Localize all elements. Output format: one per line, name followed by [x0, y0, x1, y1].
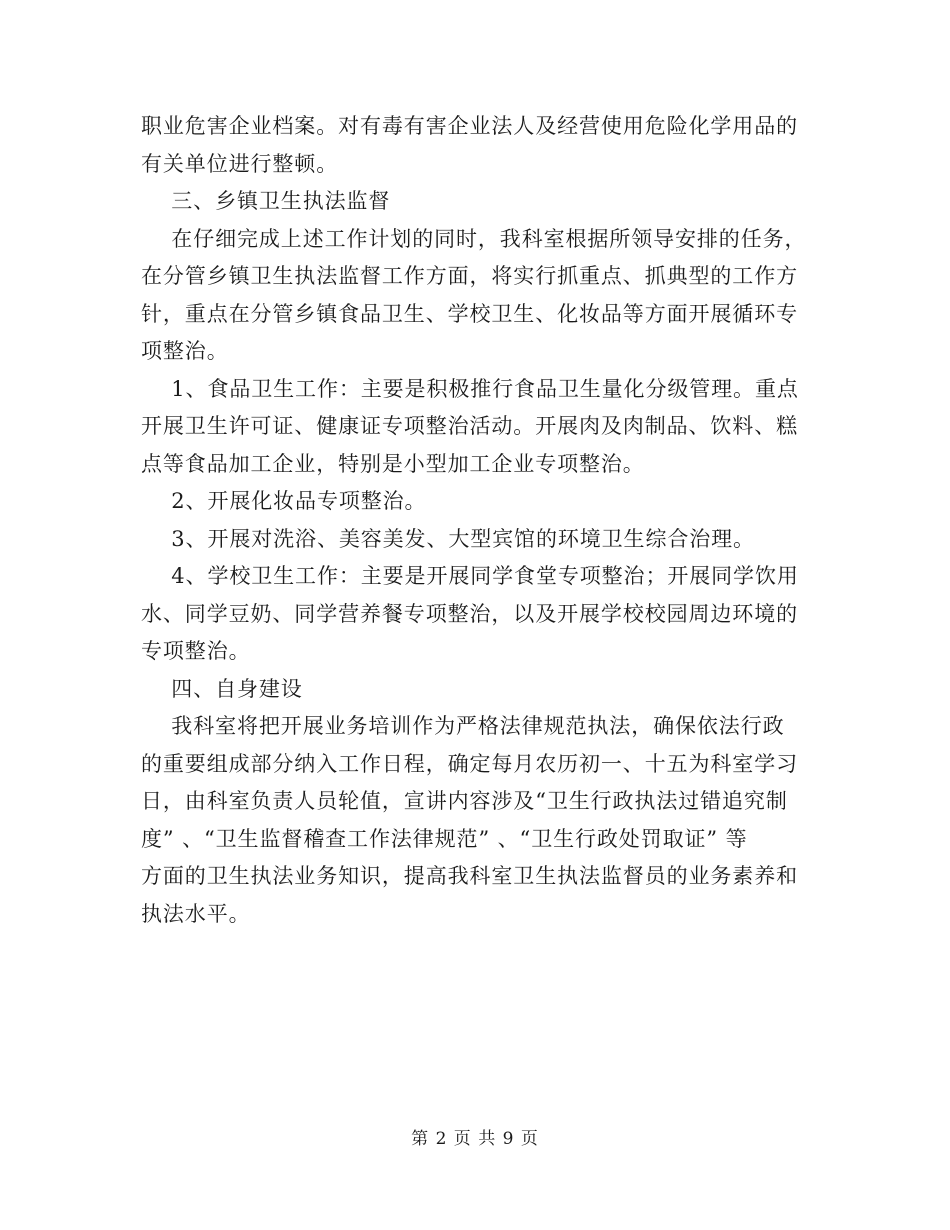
text-line: 点等食品加工企业，特别是小型加工企业专项整治。: [141, 451, 645, 476]
text-line: 在分管乡镇卫生执法监督工作方面，将实行抓重点、抓典型的工作方: [141, 264, 798, 288]
text-line: 在仔细完成上述工作计划的同时，我科室根据所领导安排的任务，: [141, 226, 807, 251]
text-line: 执法水平。: [141, 901, 251, 926]
text-line: 针，重点在分管乡镇食品卫生、学校卫生、化妆品等方面开展循环专: [141, 301, 798, 326]
text-line: 我科室将把开展业务培训作为严格法律规范执法，确保依法行政: [141, 714, 785, 738]
text-line: 4、学校卫生工作：主要是开展同学食堂专项整治；开展同学饮用: [141, 564, 799, 588]
text-line: 专项整治。: [141, 639, 251, 663]
page-number-footer: 第 2 页 共 9 页: [411, 1129, 539, 1149]
text-line: 2、开展化妆品专项整治。: [141, 489, 427, 513]
document-body: [141, 108, 813, 933]
text-line: 3、开展对洗浴、美容美发、大型宾馆的环境卫生综合治理。: [141, 526, 755, 551]
text-line: 项整治。: [141, 339, 229, 363]
section-heading: 三、乡镇卫生执法监督: [141, 189, 391, 213]
text-line: 有关单位进行整顿。: [141, 151, 339, 176]
text-line: 方面的卫生执法业务知识，提高我科室卫生执法监督员的业务素养和: [141, 864, 798, 888]
text-line: 职业危害企业档案。对有毒有害企业法人及经营使用危险化学用品的: [141, 114, 798, 138]
text-line: 度” 、“卫生监督稽查工作法律规范” 、“卫生行政处罚取证” 等: [141, 826, 748, 851]
text-line: 的重要组成部分纳入工作日程，确定每月农历初一、十五为科室学习: [141, 751, 798, 776]
text-line: 日，由科室负责人员轮值，宣讲内容涉及“卫生行政执法过错追究制: [141, 789, 788, 813]
text-line: 开展卫生许可证、健康证专项整治活动。开展肉及肉制品、饮料、糕: [141, 414, 798, 438]
text-line: 水、同学豆奶、同学营养餐专项整治，以及开展学校校园周边环境的: [141, 601, 798, 626]
section-heading: 四、自身建设: [141, 676, 303, 701]
text-line: 1、食品卫生工作：主要是积极推行食品卫生量化分级管理。重点: [141, 376, 799, 401]
